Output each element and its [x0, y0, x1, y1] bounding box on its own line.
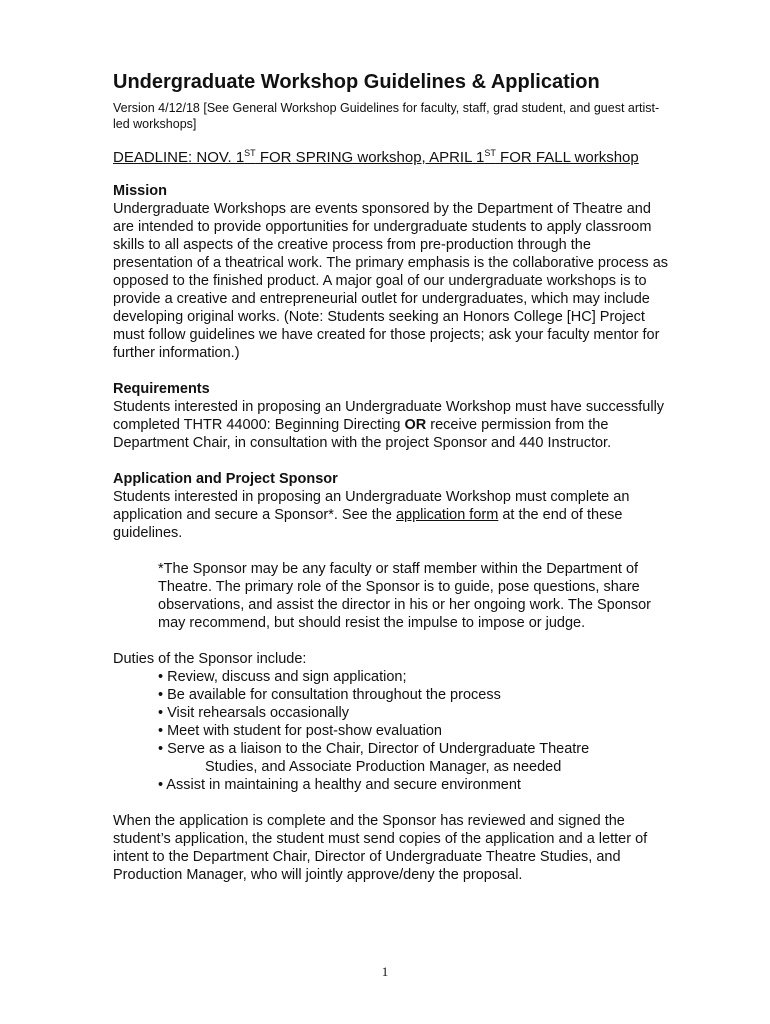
page-number: 1 [381, 964, 389, 979]
requirements-heading: Requirements [113, 381, 210, 397]
deadline-part-1: DEADLINE: NOV. 1 [113, 149, 245, 166]
duty-item: • Be available for consultation throughout the process [158, 687, 501, 703]
mission-text: Undergraduate Workshops are events sponsored by the Department of Theatre and are intended to provide opportunities for undergraduate students to apply classroom skills to all aspects of the creative process from pre-production through the presentation of a theatrical work. The primary emphasis is the collaborative process as opposed to the finished product. A major goal of our undergraduate workshops is to provide a creative and entrepreneurial outlet for undergraduates, which may include developing original works. (Note: Students seeking an Honors College [HC] Project must follow guidelines we have created for those projects; ask your faculty mentor for further information.) [113, 201, 669, 361]
requirements-text [113, 398, 673, 452]
deadline-sup-2: ST [484, 148, 496, 158]
document-title: Undergraduate Workshop Guidelines & Application [113, 71, 600, 93]
duties-list [158, 668, 673, 794]
duty-item: • Meet with student for post-show evaluation [158, 723, 442, 739]
application-form-link[interactable]: application form [395, 507, 499, 523]
duty-item: • Assist in maintaining a healthy and secure environment [158, 777, 521, 793]
application-text-before: Students interested in proposing an Undergraduate Workshop must complete an application and secure a Sponsor*. See the [113, 489, 630, 523]
requirements-or: OR [404, 417, 427, 433]
duty-item: • Serve as a liaison to the Chair, Director of Undergraduate Theatre [158, 741, 590, 757]
document-page [113, 70, 673, 902]
sponsor-note: *The Sponsor may be any faculty or staff member within the Department of Theatre. The primary role of the Sponsor is to guide, pose questions, share observations, and assist the director in his or her ongoing work. The Sponsor may recommend, but should resist the impulse to impose or judge. [158, 561, 651, 631]
duty-item: • Visit rehearsals occasionally [158, 705, 349, 721]
closing-text: When the application is complete and the Sponsor has reviewed and signed the student’s application, the student must send copies of the application and a letter of intent to the Department Chair, Director of Undergraduate Theatre Studies, and Production Manager, who will jointly approve/deny the proposal. [113, 813, 648, 883]
requirements-text-after: receive permission from the Department Chair, in consultation with the project Sponsor and 440 Instructor. [113, 417, 612, 451]
duty-item-continuation: Studies, and Associate Production Manager, as needed [205, 759, 562, 775]
duties-heading: Duties of the Sponsor include: [113, 651, 307, 667]
deadline-part-2: FOR SPRING workshop, APRIL 1 [255, 149, 485, 166]
version-note: Version 4/12/18 [See General Workshop Guidelines for faculty, staff, grad student, and guest artist-led workshops] [113, 101, 660, 131]
deadline-part-3: FOR FALL workshop [495, 149, 639, 166]
duty-item: • Review, discuss and sign application; [158, 669, 407, 685]
deadline-sup-1: ST [244, 148, 256, 158]
mission-heading: Mission [113, 183, 167, 199]
deadline-line [113, 148, 673, 168]
application-text-after: at the end of these guidelines. [113, 507, 623, 541]
application-text [113, 488, 673, 542]
application-heading: Application and Project Sponsor [113, 471, 338, 487]
requirements-text-before: Students interested in proposing an Undergraduate Workshop must have successfully completed THTR 44000: Beginning Directing [113, 399, 665, 433]
